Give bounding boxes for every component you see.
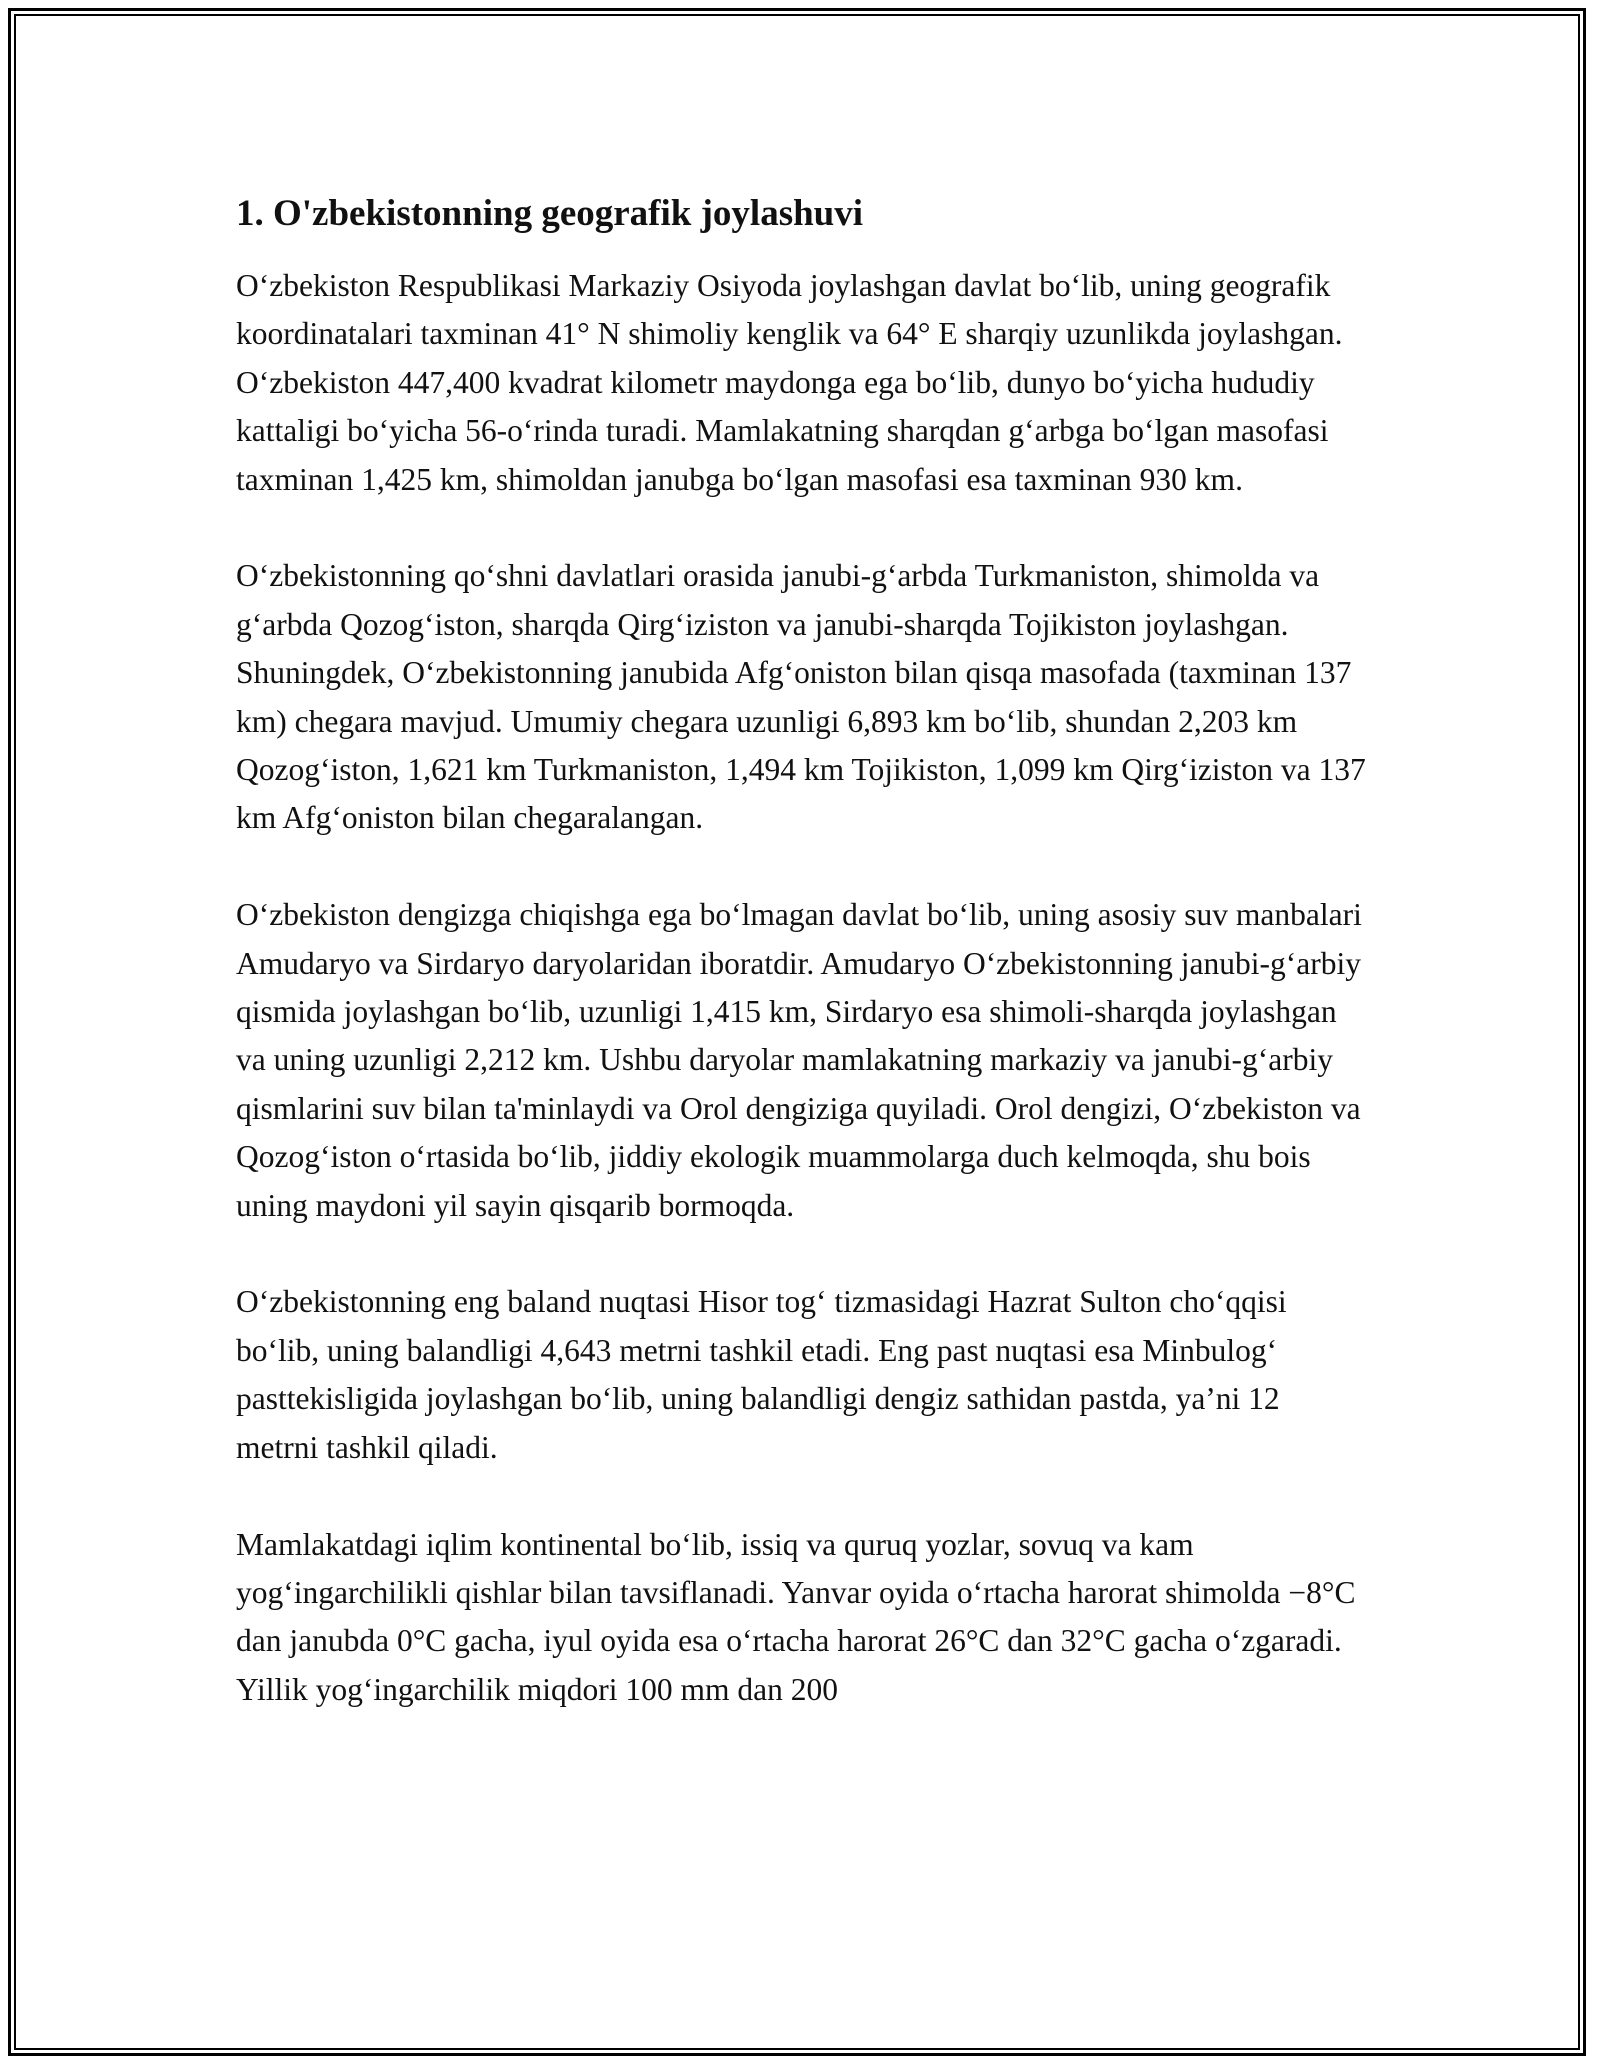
paragraph-climate: Mamlakatdagi iqlim kontinental bo‘lib, issiq va quruq yozlar, sovuq va kam yog‘ingarchilikli qishlar bilan tavsiflanadi. Yanvar oyida o‘rtacha harorat shimolda −8°C dan janubda 0°C gacha, iyul oyida esa o‘rtacha harorat 26°C dan 32°C gacha o‘zgaradi. Yillik yog‘ingarchilik miqdori 100 mm dan 200 [236, 1526, 1356, 1707]
paragraph-rivers: O‘zbekiston dengizga chiqishga ega bo‘lmagan davlat bo‘lib, uning asosiy suv manbalari Amudaryo va Sirdaryo daryolaridan iboratdir. Amudaryo O‘zbekistonning janubi-g‘arbiy qismida joylashgan bo‘lib, uzunligi 1,415 km, Sirdaryo esa shimoli-sharqda joylashgan va uning uzunligi 2,212 km. Ushbu daryolar mamlakatning markaziy va janubi-g‘arbiy qismlarini suv bilan ta'minlaydi va Orol dengiziga quyiladi. Orol dengizi, O‘zbekiston va Qozog‘iston o‘rtasida bo‘lib, jiddiy ekologik muammolarga duch kelmoqda, shu bois uning maydoni yil sayin qisqarib bormoqda. [236, 897, 1362, 1223]
paragraph-neighbors: O‘zbekistonning qo‘shni davlatlari orasida janubi-g‘arbda Turkmaniston, shimolda va g‘arbda Qozog‘iston, sharqda Qirg‘iziston va janubi-sharqda Tojikiston joylashgan. Shuningdek, O‘zbekistonning janubida Afg‘oniston bilan qisqa masofada (taxminan 137 km) chegara mavjud. Umumiy chegara uzunligi 6,893 km bo‘lib, shundan 2,203 km Qozog‘iston, 1,621 km Turkmaniston, 1,494 km Tojikiston, 1,099 km Qirg‘iziston va 137 km Afg‘oniston bilan chegaralangan. [236, 558, 1366, 836]
paragraph-location: O‘zbekiston Respublikasi Markaziy Osiyoda joylashgan davlat bo‘lib, uning geografik koordinatalari taxminan 41° N shimoliy kenglik va 64° E sharqiy uzunlikda joylashgan. O‘zbekiston 447,400 kvadrat kilometr maydonga ega bo‘lib, dunyo bo‘yicha hududiy kattaligi bo‘yicha 56-o‘rinda turadi. Mamlakatning sharqdan g‘arbga bo‘lgan masofasi taxminan 1,425 km, shimoldan janubga bo‘lgan masofasi esa taxminan 930 km. [236, 268, 1343, 497]
section-heading: 1. O'zbekistonning geografik joylashuvi [236, 193, 864, 234]
document-body [236, 186, 1366, 1763]
paragraph-elevation: O‘zbekistonning eng baland nuqtasi Hisor tog‘ tizmasidagi Hazrat Sulton cho‘qqisi bo‘lib, uning balandligi 4,643 metrni tashkil etadi. Eng past nuqtasi esa Minbulog‘ pasttekisligida joylashgan bo‘lib, uning balandligi dengiz sathidan pastda, ya’ni 12 metrni tashkil qiladi. [236, 1284, 1287, 1465]
